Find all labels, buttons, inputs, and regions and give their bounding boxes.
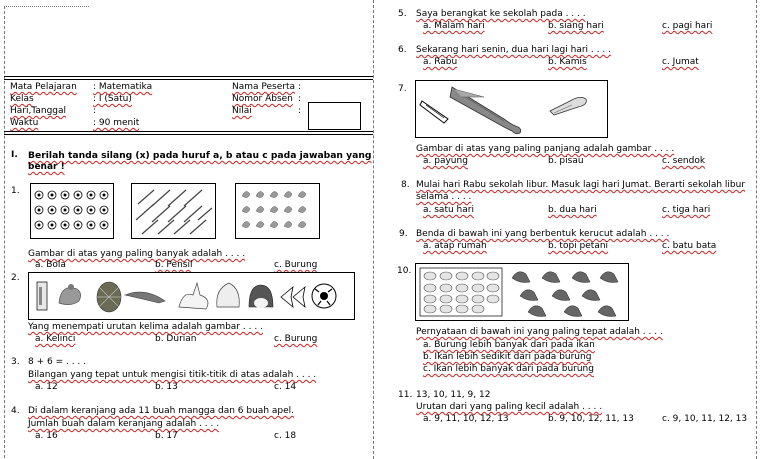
q2-number: 2. [11, 273, 20, 283]
top-margin-corner [4, 6, 89, 7]
q10-option-b[interactable]: b. Ikan lebih sedikit dari pada burung [423, 352, 592, 362]
q9-number: 9. [399, 229, 408, 239]
q11-option-c[interactable]: c. 9, 10, 11, 12, 13 [662, 414, 748, 424]
q1-option-b[interactable]: b. Pensil [155, 260, 193, 270]
q1-option-a[interactable]: a. Bola [35, 260, 66, 270]
pencils-icon [132, 184, 215, 238]
header-top-rule-2 [4, 79, 373, 80]
q6-option-b[interactable]: b. Kamis [548, 57, 587, 67]
soccer-balls-icon [31, 184, 113, 238]
animals-and-fruit-icon [29, 273, 354, 319]
q11-text: Urutan dari yang paling kecil adalah . . . . [416, 402, 603, 412]
q2-option-a[interactable]: a. Kelinci [35, 334, 76, 344]
q4-text-line1: Di dalam keranjang ada 11 buah mangga dan 6 buah apel. [28, 406, 295, 416]
header-top-rule [4, 76, 373, 77]
q9-option-c[interactable]: c. batu bata [662, 241, 717, 251]
q9-option-b[interactable]: b. topi petani [548, 241, 609, 251]
value-subject: : Matematika [93, 82, 153, 92]
colon-score: : [298, 106, 302, 116]
q7-option-a[interactable]: a. payung [423, 156, 468, 166]
q4-option-a[interactable]: a. 16 [35, 431, 58, 441]
q8-number: 8. [401, 180, 410, 190]
q10-text: Pernyataan di bawah ini yang paling tepat adalah . . . . [416, 327, 663, 337]
column-divider [373, 0, 374, 459]
q9-option-a[interactable]: a. atap rumah [423, 241, 487, 251]
q7-number: 7. [398, 84, 407, 94]
q8-text-line2: selama . . . . [416, 192, 472, 202]
q4-option-b[interactable]: b. 17 [155, 431, 178, 441]
label-score: Nilai [232, 106, 252, 116]
q6-number: 6. [398, 45, 407, 55]
label-time: Waktu [10, 118, 39, 128]
right-margin-line [756, 0, 757, 459]
q4-option-c[interactable]: c. 18 [274, 431, 297, 441]
q3-option-a[interactable]: a. 12 [35, 382, 58, 392]
q1-birds-picture [235, 183, 320, 239]
q2-option-c[interactable]: c. Burung [274, 334, 318, 344]
q11-option-a[interactable]: a. 9, 11, 10, 12, 13 [423, 414, 509, 424]
q3-option-b[interactable]: b. 13 [155, 382, 178, 392]
q7-text: Gambar di atas yang paling panjang adalah gambar . . . . [416, 144, 675, 154]
q5-number: 5. [398, 9, 407, 19]
q10-fish-birds-picture [415, 263, 629, 321]
label-class: Kelas [10, 94, 34, 104]
q5-option-c[interactable]: c. pagi hari [662, 21, 713, 31]
left-margin-line [4, 6, 5, 458]
header-bottom-rule-2 [4, 134, 373, 135]
q10-number: 10. [397, 266, 412, 276]
section-number: I. [11, 150, 18, 160]
knife-umbrella-spoon-icon [416, 81, 607, 137]
q11-option-b[interactable]: b. 9, 10, 12, 11, 13 [548, 414, 634, 424]
q2-text: Yang menempati urutan kelima adalah gambar . . . . [28, 322, 263, 332]
value-time: : 90 menit [93, 118, 140, 128]
q6-option-c[interactable]: c. Jumat [662, 57, 699, 67]
q7-option-b[interactable]: b. pisau [548, 156, 584, 166]
q1-number: 1. [11, 186, 20, 196]
q4-number: 4. [11, 406, 20, 416]
q5-option-b[interactable]: b. siang hari [548, 21, 604, 31]
value-class: : I (Satu) [93, 94, 132, 104]
q5-text: Saya berangkat ke sekolah pada . . . . [416, 9, 586, 19]
q8-text-line1: Mulai hari Rabu sekolah libur. Masuk lagi hari Jumat. Berarti sekolah libur [416, 180, 746, 190]
q2-option-b[interactable]: b. Durian [155, 334, 197, 344]
q10-option-a[interactable]: a. Burung lebih banyak dari pada ikan [423, 340, 595, 350]
q1-option-c[interactable]: c. Burung [274, 260, 318, 270]
q1-pencils-picture [131, 183, 216, 239]
colon-student-name: : [298, 82, 302, 92]
label-roll-number: Nomor Absen [232, 94, 293, 104]
q8-option-c[interactable]: c. tiga hari [662, 205, 711, 215]
q6-text: Sekarang hari senin, dua hari lagi hari . . . . [416, 45, 611, 55]
q4-text-line2: Jumlah buah dalam keranjang adalah . . . . [28, 419, 220, 429]
q10-option-c[interactable]: c. Ikan lebih banyak dari pada burung [423, 364, 594, 374]
score-box[interactable] [308, 102, 361, 130]
value-date: : [93, 106, 97, 116]
q1-balls-picture [30, 183, 114, 239]
q11-number: 11. [398, 390, 413, 400]
q3-option-c[interactable]: c. 14 [274, 382, 297, 392]
birds-icon [236, 184, 319, 238]
q8-option-a[interactable]: a. satu hari [423, 205, 474, 215]
q5-option-a[interactable]: a. Malam hari [423, 21, 485, 31]
q3-equation: 8 + 6 = . . . . [28, 357, 87, 367]
q8-option-b[interactable]: b. dua hari [548, 205, 597, 215]
q9-text: Benda di bawah ini yang berbentuk kerucut adalah . . . . [416, 229, 670, 239]
q3-number: 3. [11, 357, 20, 367]
label-subject: Mata Pelajaran [10, 82, 77, 92]
q2-sequence-picture [28, 272, 355, 320]
label-date: Hari,Tanggal [10, 106, 67, 116]
fish-and-birds-icon [416, 264, 628, 320]
label-student-name: Nama Peserta [232, 82, 296, 92]
q6-option-a[interactable]: a. Rabu [423, 57, 458, 67]
section-instruction-line1: Berilah tanda silang (x) pada huruf a, b atau c pada jawaban yang [28, 150, 372, 161]
q7-option-c[interactable]: c. sendok [662, 156, 706, 166]
colon-roll-number: : [298, 94, 302, 104]
q3-text: Bilangan yang tepat untuk mengisi titik-titik di atas adalah . . . . [28, 370, 317, 380]
q11-sequence: 13, 10, 11, 9, 12 [416, 390, 491, 400]
section-instruction-line2: benar ! [28, 162, 65, 172]
q1-text: Gambar di atas yang paling banyak adalah . . . . [28, 249, 246, 259]
q7-objects-picture [415, 80, 608, 138]
header-bottom-rule [4, 131, 373, 132]
